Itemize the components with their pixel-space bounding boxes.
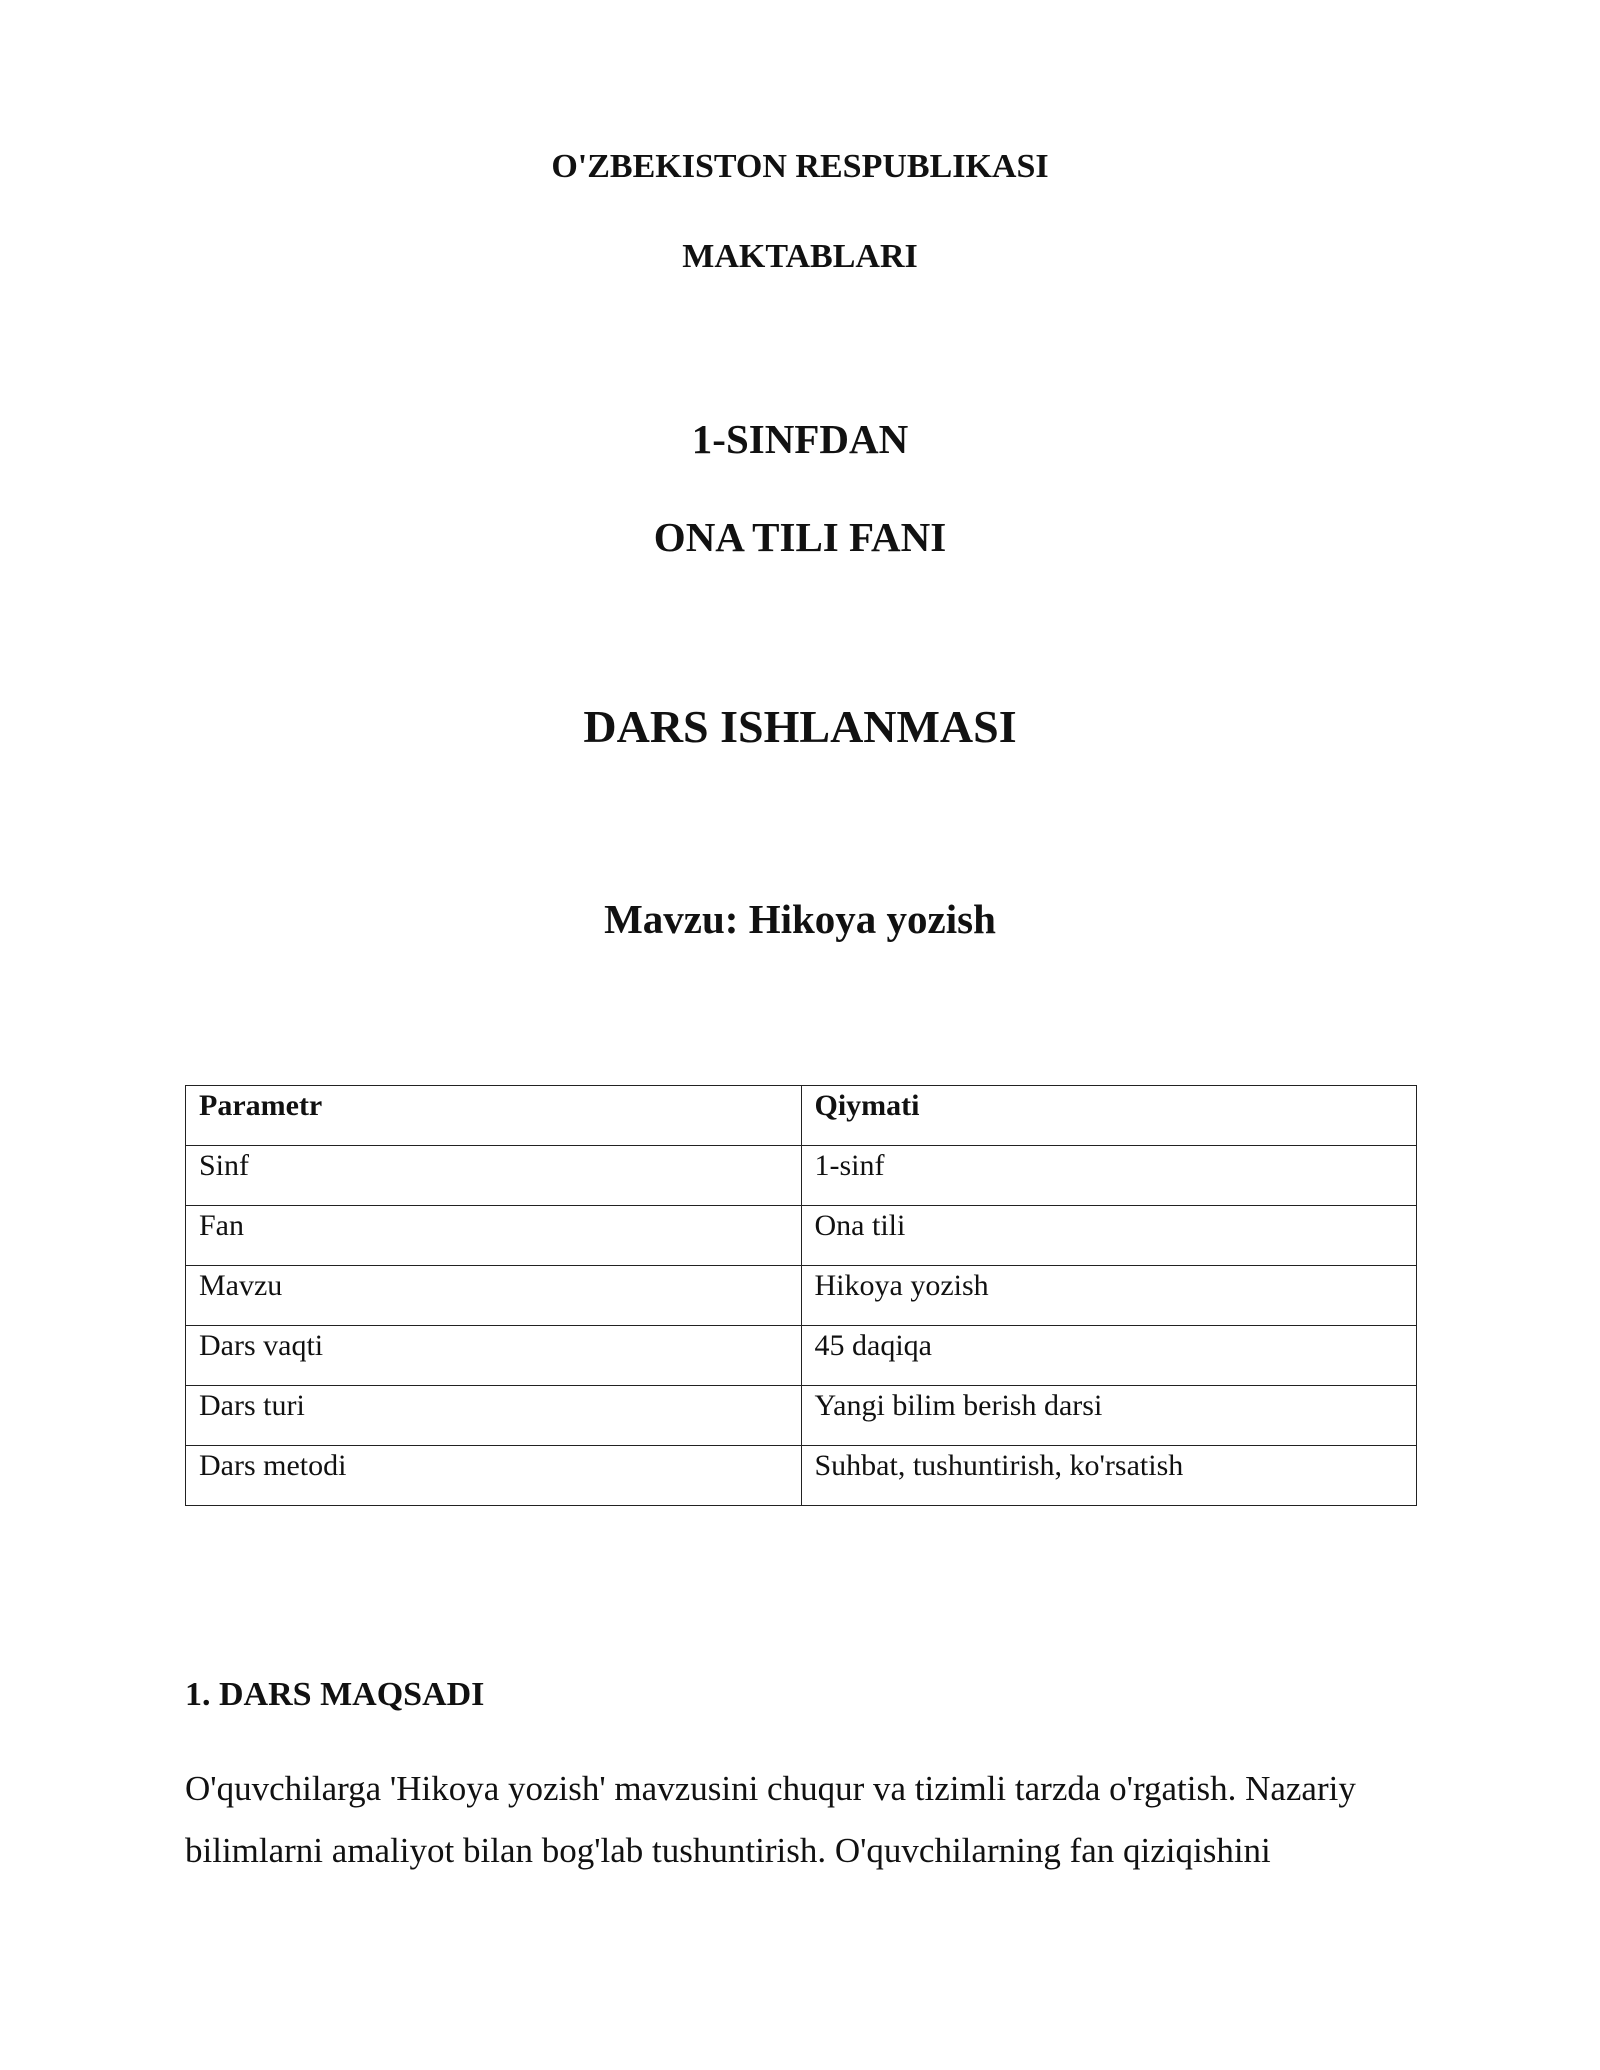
table-row bbox=[186, 1326, 1417, 1386]
header-subject: ONA TILI FANI bbox=[653, 514, 947, 560]
table-cell-value: Ona tili bbox=[801, 1206, 1417, 1266]
table-header-row bbox=[186, 1086, 1417, 1146]
section-paragraph: O'quvchilarga 'Hikoya yozish' mavzusini chuqur va tizimli tarzda o'rgatish. Nazariy bilimlarni amaliyot bilan bog'lab tushuntirish. O'quvchilarning fan qiziqishini bbox=[185, 1769, 1356, 1870]
table-cell-value: Hikoya yozish bbox=[801, 1266, 1417, 1326]
table-cell-param: Mavzu bbox=[186, 1266, 802, 1326]
table-header-cell: Parametr bbox=[186, 1086, 802, 1146]
table-cell-value: Yangi bilim berish darsi bbox=[801, 1386, 1417, 1446]
lesson-info-table bbox=[185, 1085, 1417, 1506]
table-cell-param: Fan bbox=[186, 1206, 802, 1266]
table-header-cell: Qiymati bbox=[801, 1086, 1417, 1146]
document-title: DARS ISHLANMASI bbox=[583, 701, 1017, 752]
table-cell-param: Dars vaqti bbox=[186, 1326, 802, 1386]
table-cell-value: Suhbat, tushuntirish, ko'rsatish bbox=[801, 1446, 1417, 1506]
table-row bbox=[186, 1206, 1417, 1266]
header-republic: O'ZBEKISTON RESPUBLIKASI bbox=[551, 148, 1049, 185]
table-cell-value: 1-sinf bbox=[801, 1146, 1417, 1206]
table-row bbox=[186, 1146, 1417, 1206]
table-cell-param: Sinf bbox=[186, 1146, 802, 1206]
header-schools: MAKTABLARI bbox=[682, 238, 918, 275]
table-cell-param: Dars metodi bbox=[186, 1446, 802, 1506]
lesson-topic: Mavzu: Hikoya yozish bbox=[604, 896, 996, 942]
header-grade: 1-SINFDAN bbox=[691, 416, 909, 462]
table-cell-value: 45 daqiqa bbox=[801, 1326, 1417, 1386]
table-row bbox=[186, 1266, 1417, 1326]
section-heading: 1. DARS MAQSADI bbox=[185, 1676, 485, 1713]
table-row bbox=[186, 1446, 1417, 1506]
table-cell-param: Dars turi bbox=[186, 1386, 802, 1446]
table-row bbox=[186, 1386, 1417, 1446]
